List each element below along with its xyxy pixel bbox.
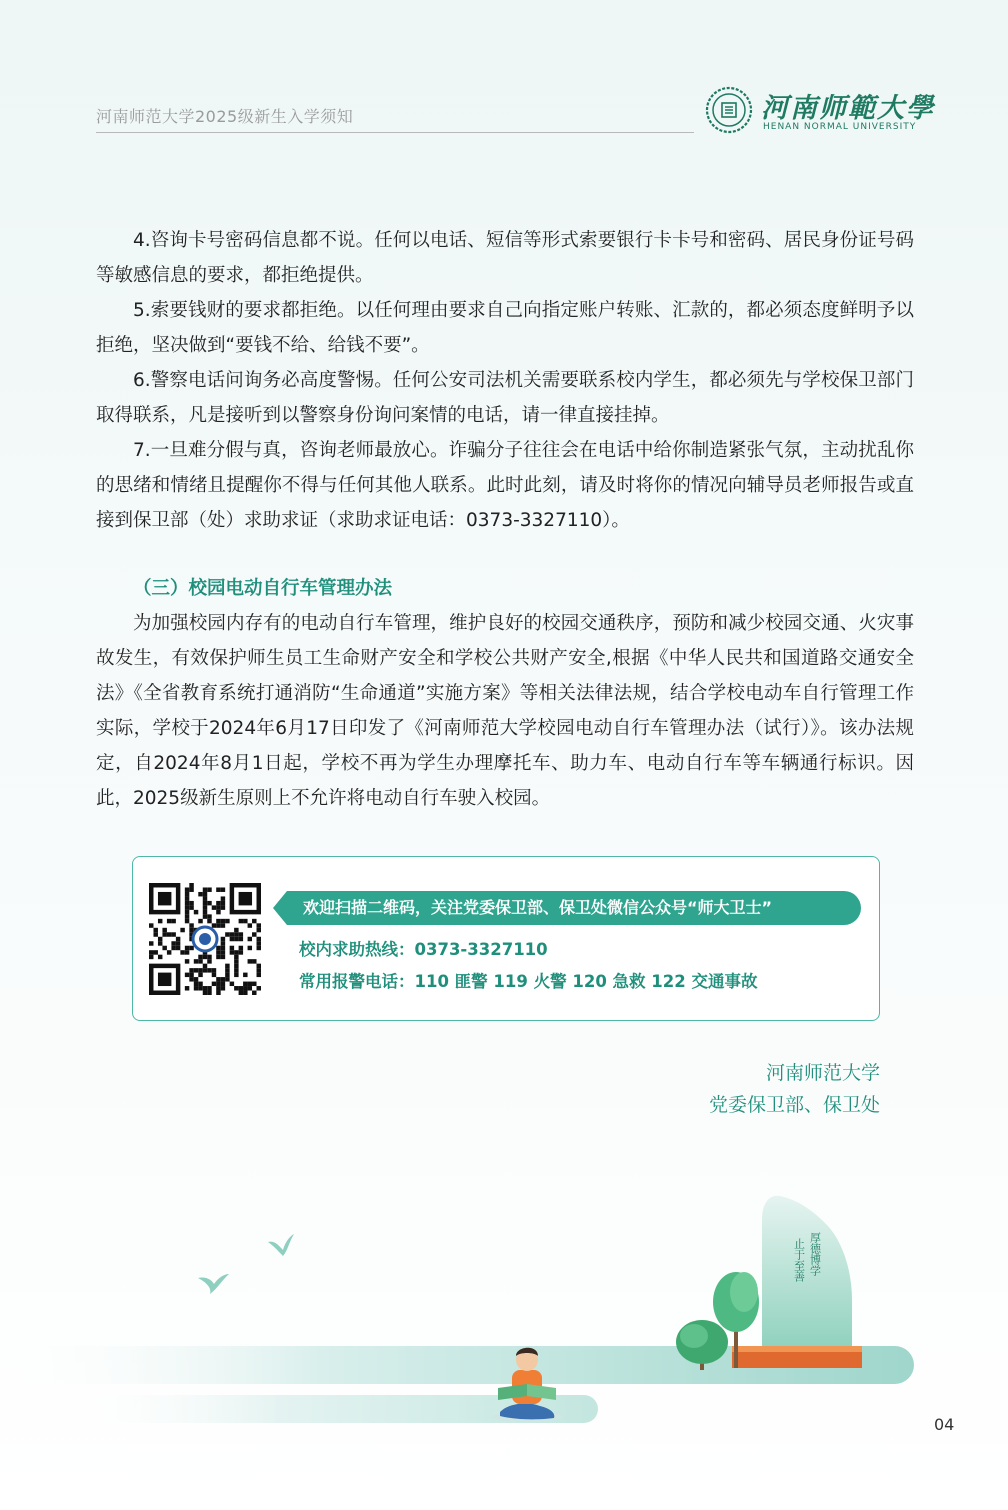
wechat-qr-code[interactable] bbox=[149, 883, 261, 995]
paragraph-ebike-policy: 为加强校园内存有的电动自行车管理，维护良好的校园交通秩序，预防和减少校园交通、火灾事故发生，有效保护师生员工生命财产安全和学校公共财产安全,根据《中华人民共和国道路交通安全法》《全省教育系统打通消防“生命通道”实施方案》等相关法律法规，结合学校电动车自行管理工作实际，学校于2024年6月17日印发了《河南师范大学校园电动自行车管理办法（试行）》。该办法规定，自2024年8月1日起，学校不再为学生办理摩托车、助力车、电动自行车等车辆通行标识。因此，2025级新生原则上不允许将电动自行车驶入校园。 bbox=[96, 613, 914, 809]
paragraph-item-4: 4.咨询卡号密码信息都不说。任何以电话、短信等形式索要银行卡卡号和密码、居民身份证号码等敏感信息的要求，都拒绝提供。 bbox=[96, 230, 914, 286]
page-number: 04 bbox=[934, 1415, 955, 1434]
campus-hotline: 校内求助热线：0373-3327110 bbox=[299, 940, 548, 959]
document-header-title: 河南师范大学2025级新生入学须知 bbox=[96, 107, 354, 126]
banner-text: 欢迎扫描二维码，关注党委保卫部、保卫处微信公众号“师大卫士” bbox=[303, 898, 773, 917]
wechat-banner bbox=[273, 891, 861, 925]
signature-university: 河南师范大学 bbox=[765, 1062, 880, 1084]
university-seal-icon bbox=[705, 86, 753, 134]
logo-chinese-name: 河南师範大學 bbox=[761, 93, 935, 124]
university-logo bbox=[705, 86, 935, 136]
contact-info-box bbox=[132, 856, 880, 1021]
main-content bbox=[96, 223, 914, 816]
campus-illustration bbox=[0, 1180, 1008, 1450]
bird-icon bbox=[268, 1234, 294, 1256]
signature-department: 党委保卫部、保卫处 bbox=[708, 1094, 880, 1116]
paragraph-item-7: 7.一旦难分假与真，咨询老师最放心。诈骗分子往往会在电话中给你制造紧张气氛，主动扰乱你的思绪和情绪且提醒你不得与任何其他人联系。此时此刻，请及时将你的情况向辅导员老师报告或直接到保卫部（处）求助求证（求助求证电话：0373-3327110）。 bbox=[96, 440, 914, 531]
monument-motto: 厚德博学 bbox=[808, 1232, 822, 1276]
monument-motto: 止于至善 bbox=[792, 1238, 806, 1282]
emergency-numbers: 常用报警电话：110 匪警 119 火警 120 急救 122 交通事故 bbox=[299, 972, 758, 991]
section-heading-ebike: （三）校园电动自行车管理办法 bbox=[133, 578, 393, 599]
header-divider bbox=[96, 132, 694, 133]
paragraph-item-5: 5.索要钱财的要求都拒绝。以任何理由要求自己向指定账户转账、汇款的，都必须态度鲜明予以拒绝，坚决做到“要钱不给、给钱不要”。 bbox=[96, 300, 914, 356]
bird-icon bbox=[198, 1274, 229, 1294]
logo-english-name: HENAN NORMAL UNIVERSITY bbox=[763, 122, 917, 132]
paragraph-item-6: 6.警察电话问询务必高度警惕。任何公安司法机关需要联系校内学生，都必须先与学校保卫部门取得联系，凡是接听到以警察身份询问案情的电话，请一律直接挂掉。 bbox=[96, 370, 914, 426]
